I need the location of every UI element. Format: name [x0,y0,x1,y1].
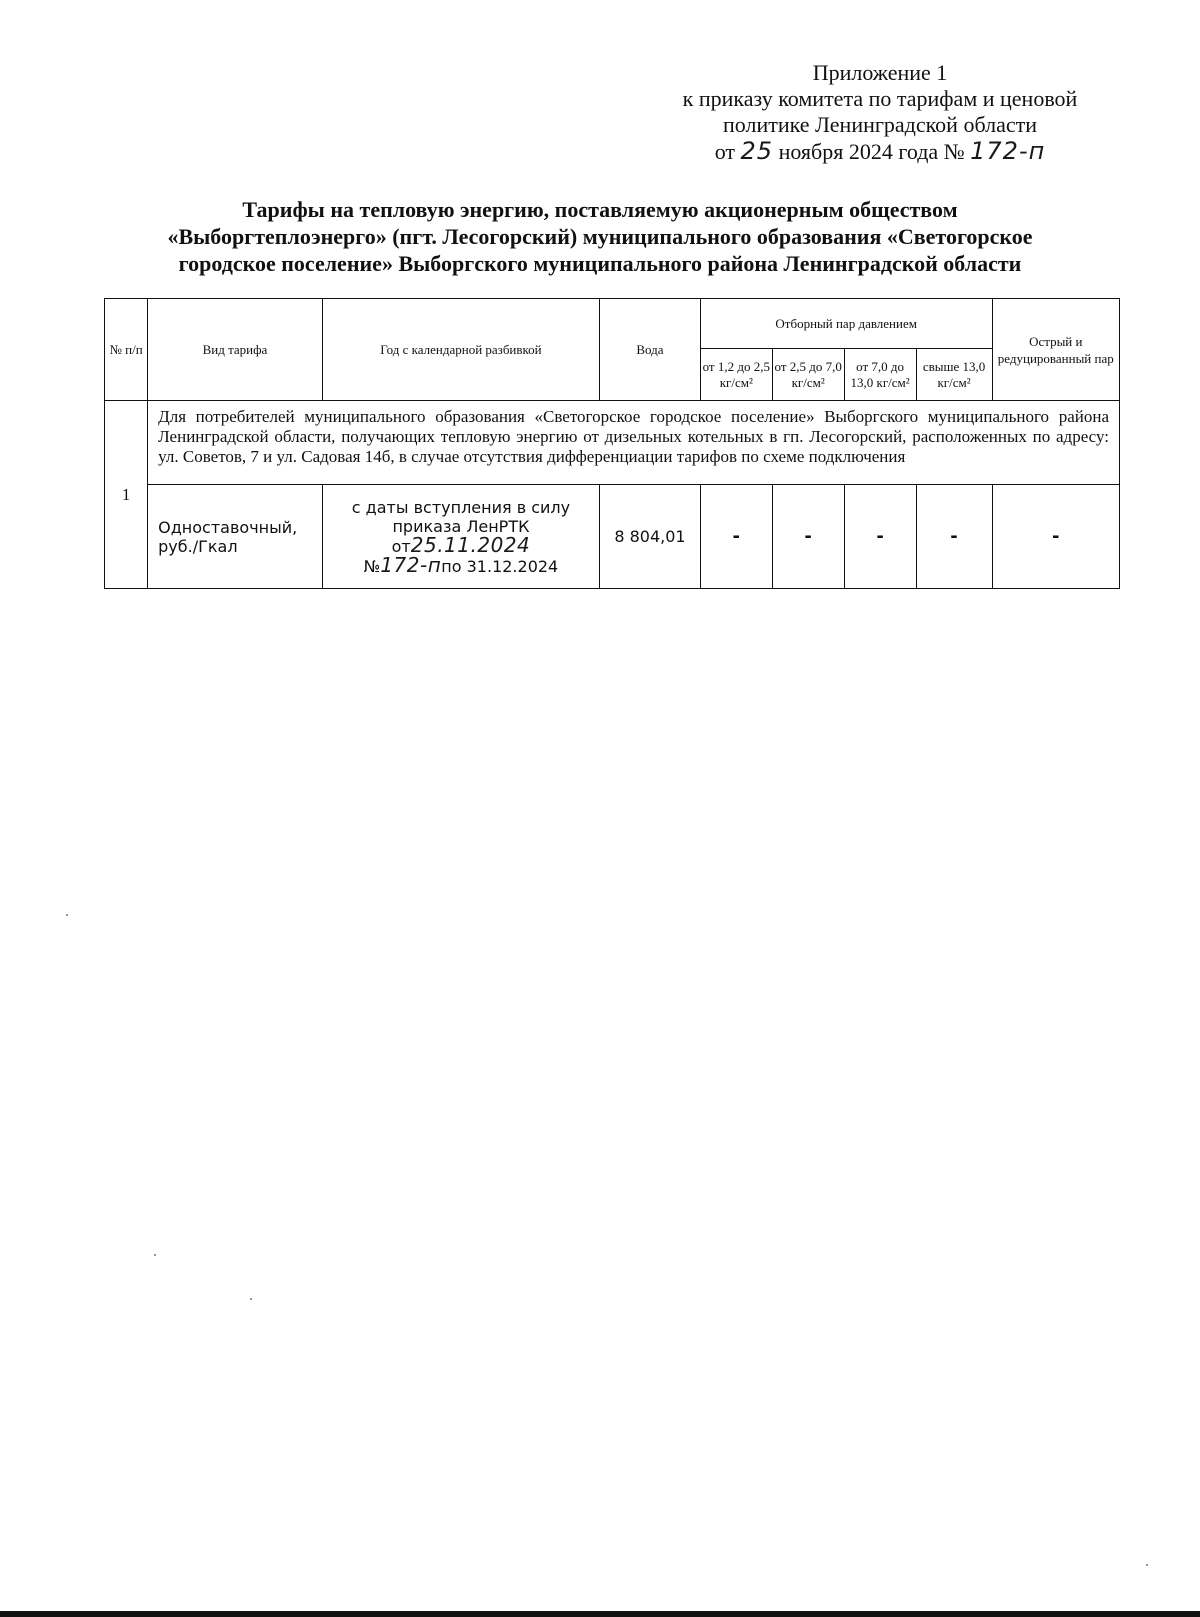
appendix-date-line [640,138,1120,165]
row-number: 1 [105,401,148,589]
handwritten-day: 25 [740,137,774,165]
header-steam-3: от 7,0 до 13,0 кг/см² [844,349,916,401]
header-steam-group: Отборный пар давлением [700,299,992,349]
header-water: Вода [600,299,701,401]
handwritten-period-number: 172-п [380,552,442,577]
appendix-title: Приложение 1 [812,60,948,85]
scan-speck [1146,1564,1148,1566]
date-prefix: от [714,139,736,164]
date-middle: ноября 2024 года № [778,139,965,164]
period-line-1: с даты вступления в силу [351,497,571,517]
title-line-1: Тарифы на тепловую энергию, поставляемую акционерным обществом [242,197,958,222]
tariff-table [104,298,1120,589]
scan-speck [154,1254,156,1256]
period-line-2 [323,517,599,556]
consumer-group-description: Для потребителей муниципального образования «Светогорское городское поселение» Выборгского муниципального района Ленинградской области, получающих тепловую энергию от дизельных котельных в гп. Лесогорский, расположенных по адресу: ул. Советов, 7 и ул. Садовая 14б, в случае отсутствия дифференциации тарифов по схеме подключения [148,401,1120,485]
header-sharp-steam: Острый и редуцированный пар [992,299,1119,401]
header-steam-2: от 2,5 до 7,0 кг/см² [772,349,844,401]
header-num: № п/п [105,299,148,401]
title-line-2: «Выборгтеплоэнерго» (пгт. Лесогорский) муниципального образования «Светогорское [167,224,1033,249]
header-year: Год с календарной разбивкой [322,299,599,401]
cell-steam-2: - [772,485,844,589]
cell-steam-4: - [916,485,992,589]
scan-speck [250,1298,252,1300]
appendix-authority-line: политике Ленинградской области [722,112,1037,137]
title-line-3: городское поселение» Выборгского муниципального района Ленинградской области [178,251,1022,276]
cell-steam-3: - [844,485,916,589]
header-tariff-type: Вид тарифа [148,299,323,401]
table-header-row [105,299,1120,349]
period-line-3 [323,552,599,577]
scan-speck [66,914,68,916]
cell-sharp-steam: - [992,485,1119,589]
document-title [90,196,1110,277]
consumer-group-row [105,401,1120,485]
handwritten-order-date: 25.11.2024 [410,532,531,557]
cell-period [322,485,599,589]
appendix-header [640,60,1120,165]
table-row [105,485,1120,589]
cell-water: 8 804,01 [600,485,701,589]
period-end: по 31.12.2024 [441,556,559,576]
header-steam-4: свыше 13,0 кг/см² [916,349,992,401]
appendix-reference-line: к приказу комитета по тарифам и ценовой [682,86,1078,111]
period-number-prefix: № [363,556,381,576]
period-prefix: приказа ЛенРТК от [391,516,530,556]
handwritten-order-number: 172-п [970,137,1046,165]
cell-steam-1: - [700,485,772,589]
header-steam-1: от 1,2 до 2,5 кг/см² [700,349,772,401]
cell-tariff-type: Одноставочный, руб./Гкал [148,485,323,589]
scan-edge-bar [0,1611,1200,1617]
